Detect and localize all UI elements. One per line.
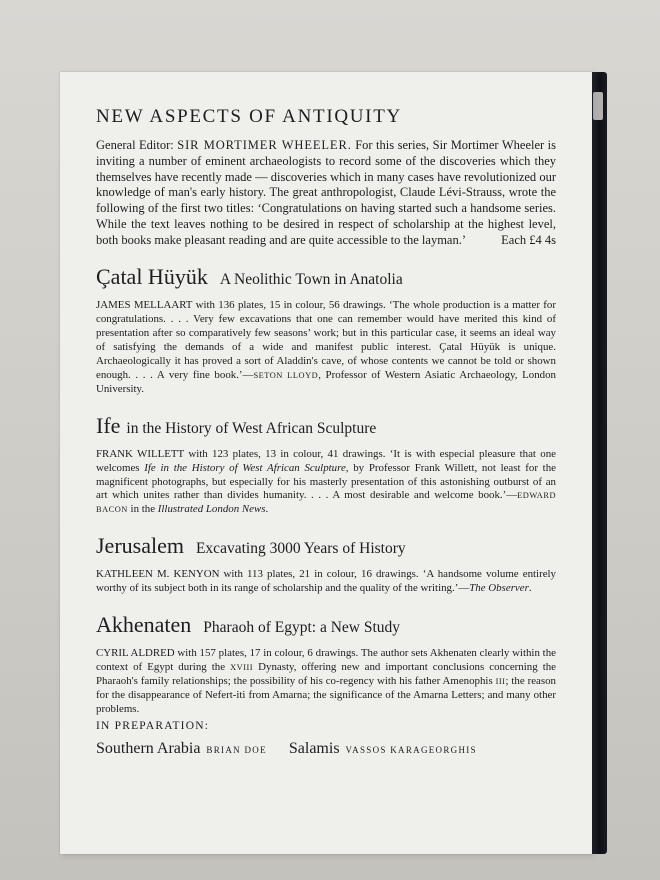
forthcoming-author: BRIAN DOE	[206, 745, 267, 755]
dust-jacket-back	[60, 72, 592, 854]
series-title: NEW ASPECTS OF ANTIQUITY	[96, 106, 402, 127]
series-intro	[96, 138, 556, 249]
book-heading	[96, 264, 556, 291]
forthcoming-author: VASSOS KARAGEORGHIS	[345, 745, 477, 755]
intro-lead: General Editor:	[96, 138, 178, 152]
description-text: FRANK WILLETT with 123 plates, 13 in colour, 41 drawings. ‘It is with especial pleasure that one welcomes	[96, 447, 556, 474]
description-end: , Professor of Western Asiatic Archaeology, London University.	[96, 368, 556, 395]
description-middle: , by Professor Frank Willett, not least for the magnificent photographs, but especially for his masterly presentation of this astonishing outburst of an art which unites rather than divides humanity. . . . A most desirable and welcome book.’—	[96, 461, 556, 502]
intro-text: For this series, Sir Mortimer Wheeler is inviting a number of eminent archaeologists to record some of the discoveries which they themselves have recently made — discoveries which in many cases have revolutionized our knowledge of man's early history. The great anthropologist, Claude Lévi-Strauss, wrote the following of the first two titles: ‘Congratulations on having started such a handsome series. While the text leaves nothing to be desired in respect of scholarship at the highest level, both books make pleasant reading and are quite accessible to the layman.’	[96, 138, 556, 247]
page-edge	[593, 92, 603, 120]
forthcoming-title: Salamis	[288, 740, 340, 757]
book-subtitle: Excavating 3000 Years of History	[195, 540, 406, 558]
jacket-text-block	[96, 106, 556, 717]
book-title: Ife	[96, 412, 121, 438]
forthcoming-titles	[96, 740, 556, 758]
price: Each £4 4s	[501, 232, 556, 247]
book-heading	[96, 533, 556, 560]
book-description	[96, 448, 556, 518]
book-subtitle: A Neolithic Town in Anatolia	[219, 271, 403, 289]
book-subtitle: in the History of West African Sculpture	[126, 419, 377, 437]
publication-name: The Observer	[469, 582, 529, 595]
book-heading	[96, 413, 556, 440]
description-text: KATHLEEN M. KENYON with 113 plates, 21 in colour, 16 drawings. ‘A handsome volume entirely worthy of its subject both in its range of scholarship and the quality of the writing.’—	[96, 568, 556, 595]
book-title: Jerusalem	[96, 533, 184, 559]
description-middle: Dynasty, offering new and important conclusions concerning the Pharaoh's family relationships; the possibility of his co-regency with his father Amenophis	[96, 660, 556, 687]
book-title: Çatal Hüyük	[96, 264, 208, 290]
general-editor: SIR MORTIMER WHEELER.	[177, 138, 352, 152]
description-text: JAMES MELLAART with 136 plates, 15 in colour, 56 drawings. ‘The whole production is a matter for congratulations. . . . Very few excavations that one can remember would have merited this kind of presentation after so comparatively few seasons’ work; but in this particular case, it seems an ideal way of satisfying the demands of a wide and manifest public interest. Çatal Hüyük is unique. Archaeologically it has proved a sort of Aladdin's cave, of whose contents we cannot be told or shown enough. . . . A very fine book.’—	[96, 299, 556, 381]
book-entry-ife	[96, 413, 556, 518]
dynasty-numeral: XVIII	[230, 662, 254, 672]
book-description	[96, 299, 556, 396]
book-title: Akhenaten	[96, 612, 192, 638]
in-preparation	[96, 720, 556, 758]
book-description	[96, 647, 556, 717]
description-end: .	[528, 582, 532, 595]
book-entry-jerusalem	[96, 533, 556, 596]
reviewer-name: SETON LLOYD	[253, 370, 319, 380]
book-entry-akhenaten	[96, 612, 556, 717]
book-subtitle: Pharaoh of Egypt: a New Study	[203, 619, 401, 637]
book-title-italic: Ife in the History of West African Sculpture	[144, 461, 346, 474]
publication-name: Illustrated London News	[157, 503, 266, 516]
regnal-numeral: III	[495, 676, 506, 686]
description-text: CYRIL ALDRED with 157 plates, 17 in colour, 6 drawings. The author sets Akhenaten clearly within the context of Egypt during the	[96, 647, 556, 673]
description-end: ; the reason for the disappearance of Nefert-iti from Amarna; the significance of the Amarna Letters; and many other problems.	[96, 674, 557, 715]
description-end: .	[265, 503, 269, 516]
description-connector: in the	[127, 503, 158, 516]
book-description	[96, 568, 556, 596]
book-entry-catal-huyuk	[96, 264, 556, 396]
book-heading	[96, 612, 556, 639]
reviewer-name: EDWARD BACON	[96, 491, 556, 515]
forthcoming-title: Southern Arabia	[96, 740, 201, 757]
in-preparation-heading: IN PREPARATION:	[96, 720, 210, 732]
